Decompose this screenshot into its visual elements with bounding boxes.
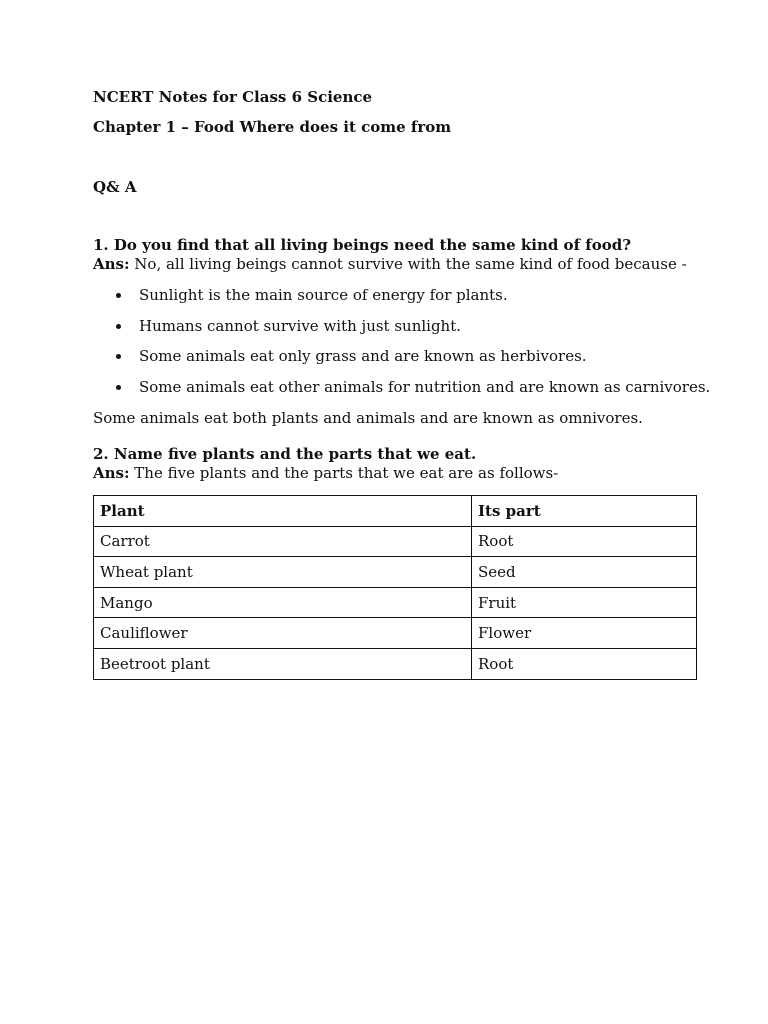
answer-text: No, all living beings cannot survive with the same kind of food because - <box>129 255 687 273</box>
table-cell: Mango <box>94 587 472 618</box>
table-cell: Root <box>472 648 697 679</box>
table-row <box>94 557 697 588</box>
list-item-text: Some animals eat only grass and are known as herbivores. <box>139 347 587 366</box>
document-title: NCERT Notes for Class 6 Science <box>93 88 373 106</box>
list-item <box>93 377 710 408</box>
table-row <box>94 526 697 557</box>
table-cell: Seed <box>472 557 697 588</box>
bullet-icon <box>116 354 121 359</box>
chapter-title: Chapter 1 – Food Where does it come from <box>93 118 452 136</box>
list-item <box>93 346 710 377</box>
bullet-icon <box>116 385 121 390</box>
list-item <box>93 285 710 316</box>
table-cell: Root <box>472 526 697 557</box>
table-cell: Flower <box>472 618 697 649</box>
table-row <box>94 648 697 679</box>
bullet-icon <box>116 293 121 298</box>
answer-1-bullet-list <box>93 285 710 408</box>
question-2: 2. Name five plants and the parts that we eat. <box>93 445 477 463</box>
answer-1-closing: Some animals eat both plants and animals and are known as omnivores. <box>93 409 643 427</box>
answer-2 <box>93 463 558 483</box>
list-item-text: Some animals eat other animals for nutrition and are known as carnivores. <box>139 378 711 397</box>
table-cell: Wheat plant <box>94 557 472 588</box>
table-cell: Fruit <box>472 587 697 618</box>
list-item <box>93 316 710 347</box>
table-cell: Carrot <box>94 526 472 557</box>
qa-heading: Q& A <box>93 178 137 196</box>
column-header-plant: Plant <box>94 496 472 527</box>
table-cell: Cauliflower <box>94 618 472 649</box>
column-header-part: Its part <box>472 496 697 527</box>
answer-label: Ans: <box>93 255 130 273</box>
bullet-icon <box>116 324 121 329</box>
table-cell: Beetroot plant <box>94 648 472 679</box>
list-item-text: Humans cannot survive with just sunlight. <box>139 316 462 335</box>
table-row <box>94 587 697 618</box>
table-header-row <box>94 496 697 527</box>
answer-text: The five plants and the parts that we eat are as follows- <box>129 464 559 482</box>
plants-table <box>93 495 697 680</box>
answer-1 <box>93 254 687 274</box>
table-row <box>94 618 697 649</box>
list-item-text: Sunlight is the main source of energy for plants. <box>139 286 508 304</box>
answer-label: Ans: <box>93 464 130 482</box>
question-1: 1. Do you find that all living beings need the same kind of food? <box>93 236 631 254</box>
